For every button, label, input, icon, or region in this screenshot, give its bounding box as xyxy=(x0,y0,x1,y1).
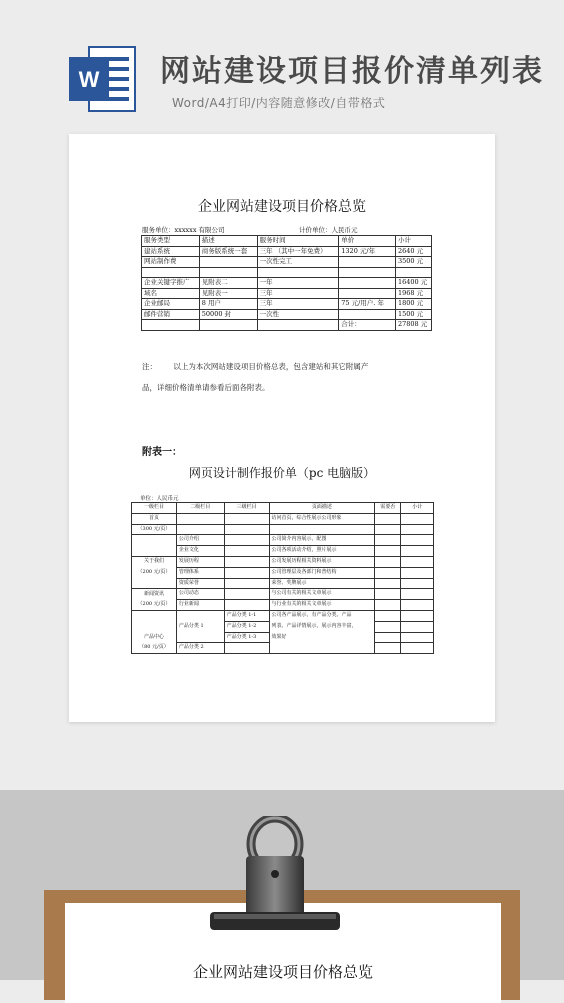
appendix-header-row xyxy=(132,503,434,514)
appendix-cell xyxy=(401,621,434,632)
appendix-row-about xyxy=(132,535,434,546)
summary-row xyxy=(142,257,432,268)
appendix-cell xyxy=(375,546,401,557)
appendix-cell: 产品分类 1-3 xyxy=(224,632,269,643)
appendix-unit: 单位：人民币元 xyxy=(140,496,179,502)
appendix-cell: 产品分类 1 xyxy=(176,621,224,632)
appendix-cell xyxy=(224,535,269,546)
appendix-row-products xyxy=(132,610,434,621)
appendix-cell: 发展历程 xyxy=(176,556,224,567)
summary-cell: 见附表二 xyxy=(199,278,257,289)
summary-cell: 见附表一 xyxy=(199,288,257,299)
document-page xyxy=(69,134,495,722)
appendix-cell xyxy=(224,600,269,611)
summary-cell: 企业关键字推广 xyxy=(142,278,200,289)
appendix-cell: 公司简介内容展示，配图 xyxy=(269,535,375,546)
appendix-cell: （300 元/页） xyxy=(132,524,177,535)
appendix-cell xyxy=(375,513,401,524)
appendix-row-news xyxy=(132,589,434,600)
appendix-cell xyxy=(375,589,401,600)
summary-header-row xyxy=(142,236,432,247)
summary-cell: 2640 元 xyxy=(396,246,432,257)
summary-header-cell: 服务时间 xyxy=(257,236,339,247)
appendix-cell: 资质荣誉 xyxy=(176,578,224,589)
appendix-cell: （200 元/页） xyxy=(132,600,177,611)
summary-cell: 50000 封 xyxy=(199,309,257,320)
appendix-row-products xyxy=(132,632,434,643)
appendix-cell: 与公司有关的相关文章展示 xyxy=(269,589,375,600)
summary-cell: 三年 xyxy=(257,299,339,310)
summary-cell xyxy=(199,257,257,268)
summary-cell xyxy=(199,267,257,278)
summary-cell xyxy=(199,320,257,331)
appendix-cell xyxy=(224,556,269,567)
appendix-cell xyxy=(224,546,269,557)
appendix-cell xyxy=(375,578,401,589)
appendix-cell: 产品分类 1-2 xyxy=(224,621,269,632)
appendix-cell: 公司各产品展示，有产品分类、产品 xyxy=(269,610,375,621)
appendix-cell: 公司介绍 xyxy=(176,535,224,546)
appendix-cell: 新闻资讯 xyxy=(132,589,177,600)
appendix-row-news xyxy=(132,600,434,611)
summary-cell: 1968 元 xyxy=(396,288,432,299)
appendix-cell xyxy=(132,546,177,557)
document-title: 企业网站建设项目价格总览 xyxy=(198,199,366,215)
note-label: 注： xyxy=(142,362,157,371)
appendix-cell: 效果好 xyxy=(269,632,375,643)
appendix-cell xyxy=(375,610,401,621)
appendix-header-cell: 需要否 xyxy=(375,503,401,514)
appendix-cell: 企业文化 xyxy=(176,546,224,557)
appendix-header-cell: 三级栏目 xyxy=(224,503,269,514)
appendix-row-about xyxy=(132,546,434,557)
summary-cell xyxy=(396,267,432,278)
summary-cell: 27808 元 xyxy=(396,320,432,331)
appendix-cell xyxy=(401,578,434,589)
appendix-cell xyxy=(224,524,269,535)
note-text-2: 品，详细价格清单请参看后面各附表。 xyxy=(142,383,270,392)
binder-clip-icon xyxy=(210,816,340,936)
summary-cell xyxy=(257,267,339,278)
summary-table xyxy=(141,235,432,331)
appendix-row-home xyxy=(132,513,434,524)
summary-header-cell: 单价 xyxy=(339,236,396,247)
appendix-cell: 行业新闻 xyxy=(176,600,224,611)
page-subtitle: Word/A4打印/内容随意修改/自带格式 xyxy=(172,96,386,110)
appendix-row-about xyxy=(132,556,434,567)
summary-cell: 建站系统 xyxy=(142,246,200,257)
appendix-cell xyxy=(401,546,434,557)
summary-cell: 网站制作费 xyxy=(142,257,200,268)
note-text-1: 以上为本次网站建设项目价格总表，包含建站和其它附属产 xyxy=(173,362,369,371)
summary-cell xyxy=(257,320,339,331)
appendix-cell: 荣誉、奖牌展示 xyxy=(269,578,375,589)
summary-cell: 一年 xyxy=(257,278,339,289)
appendix-cell xyxy=(375,556,401,567)
appendix-header-cell: 小计 xyxy=(401,503,434,514)
summary-row xyxy=(142,278,432,289)
appendix-cell: 产品中心 xyxy=(132,632,177,643)
summary-header-cell: 描述 xyxy=(199,236,257,247)
summary-cell xyxy=(142,320,200,331)
summary-cell: 1500 元 xyxy=(396,309,432,320)
summary-cell xyxy=(339,267,396,278)
appendix-label: 附表一： xyxy=(142,447,182,458)
appendix-cell: 管理体系 xyxy=(176,567,224,578)
page-title: 网站建设项目报价清单列表 xyxy=(160,54,544,89)
summary-cell: 企业邮局 xyxy=(142,299,200,310)
appendix-cell: 公司各项活动介绍，照片展示 xyxy=(269,546,375,557)
summary-cell: 一次性完工 xyxy=(257,257,339,268)
appendix-cell xyxy=(132,535,177,546)
summary-cell: 一次性 xyxy=(257,309,339,320)
appendix-cell xyxy=(224,567,269,578)
appendix-cell xyxy=(176,513,224,524)
summary-row xyxy=(142,309,432,320)
appendix-row-products xyxy=(132,621,434,632)
summary-cell: 合计： xyxy=(339,320,396,331)
appendix-cell xyxy=(375,524,401,535)
appendix-cell: （80 元/页） xyxy=(132,643,177,654)
appendix-header-cell: 二级栏目 xyxy=(176,503,224,514)
summary-header-cell: 小计 xyxy=(396,236,432,247)
appendix-cell xyxy=(401,632,434,643)
summary-header-cell: 服务类型 xyxy=(142,236,200,247)
appendix-cell: （200 元/页） xyxy=(132,567,177,578)
appendix-cell xyxy=(132,578,177,589)
appendix-cell xyxy=(401,524,434,535)
appendix-cell: 产品分类 1-1 xyxy=(224,610,269,621)
appendix-cell xyxy=(375,535,401,546)
appendix-cell xyxy=(176,524,224,535)
appendix-cell xyxy=(401,643,434,654)
summary-cell xyxy=(339,278,396,289)
summary-row xyxy=(142,246,432,257)
appendix-cell: 列表、产品详情展示，展示内容丰富， xyxy=(269,621,375,632)
appendix-cell xyxy=(132,610,177,621)
summary-cell: 邮件营销 xyxy=(142,309,200,320)
appendix-cell: 公司发展历程相关资料展示 xyxy=(269,556,375,567)
appendix-cell xyxy=(401,535,434,546)
summary-cell xyxy=(339,257,396,268)
header xyxy=(0,0,564,134)
appendix-cell xyxy=(401,567,434,578)
appendix-cell xyxy=(269,643,375,654)
summary-cell xyxy=(142,267,200,278)
appendix-cell: 产品分类 2 xyxy=(176,643,224,654)
appendix-table xyxy=(131,502,434,654)
appendix-cell xyxy=(401,610,434,621)
summary-cell: 1800 元 xyxy=(396,299,432,310)
appendix-cell xyxy=(375,632,401,643)
currency-unit: 计价单位：人民币元 xyxy=(299,226,358,234)
appendix-cell: 首页 xyxy=(132,513,177,524)
summary-row xyxy=(142,320,432,331)
appendix-title: 网页设计制作报价单（pc 电脑版） xyxy=(188,466,376,480)
appendix-cell xyxy=(224,578,269,589)
service-unit: 服务单位：xxxxxx 有限公司 xyxy=(142,226,225,234)
appendix-cell xyxy=(375,643,401,654)
appendix-cell xyxy=(375,600,401,611)
summary-cell: 三年 （其中一年免费） xyxy=(257,246,339,257)
appendix-cell: 公司管理层及各部门和普结构 xyxy=(269,567,375,578)
appendix-cell xyxy=(176,610,224,621)
appendix-cell: 公司动态 xyxy=(176,589,224,600)
appendix-cell: 访问首页，综合性展示公司形象 xyxy=(269,513,375,524)
summary-cell: 三年 xyxy=(257,288,339,299)
summary-cell: 3500 元 xyxy=(396,257,432,268)
appendix-cell xyxy=(375,567,401,578)
summary-cell: 1320 元/年 xyxy=(339,246,396,257)
appendix-cell xyxy=(401,513,434,524)
appendix-row-products xyxy=(132,643,434,654)
summary-cell xyxy=(339,288,396,299)
appendix-row-home-price xyxy=(132,524,434,535)
appendix-cell xyxy=(375,621,401,632)
appendix-row-about xyxy=(132,567,434,578)
appendix-cell xyxy=(176,632,224,643)
appendix-cell xyxy=(132,621,177,632)
summary-row xyxy=(142,288,432,299)
summary-cell: 75 元/用户. 年 xyxy=(339,299,396,310)
appendix-row-about xyxy=(132,578,434,589)
appendix-cell: 与行业有关的相关文章展示 xyxy=(269,600,375,611)
summary-cell: 16400 元 xyxy=(396,278,432,289)
appendix-header-cell: 页面描述 xyxy=(269,503,375,514)
appendix-cell xyxy=(224,589,269,600)
appendix-header-cell: 一级栏目 xyxy=(132,503,177,514)
preview-title: 企业网站建设项目价格总览 xyxy=(192,963,373,981)
word-icon-letter: W xyxy=(78,67,100,92)
appendix-cell xyxy=(401,589,434,600)
summary-cell xyxy=(339,309,396,320)
summary-row xyxy=(142,299,432,310)
summary-cell: 域名 xyxy=(142,288,200,299)
word-document-icon xyxy=(69,43,139,115)
appendix-cell xyxy=(401,556,434,567)
summary-row xyxy=(142,267,432,278)
appendix-cell xyxy=(224,513,269,524)
summary-cell: 商务版系统一套 xyxy=(199,246,257,257)
summary-cell: 8 用户 xyxy=(199,299,257,310)
appendix-cell xyxy=(401,600,434,611)
appendix-cell xyxy=(224,643,269,654)
appendix-cell: 关于我们 xyxy=(132,556,177,567)
appendix-cell xyxy=(269,524,375,535)
